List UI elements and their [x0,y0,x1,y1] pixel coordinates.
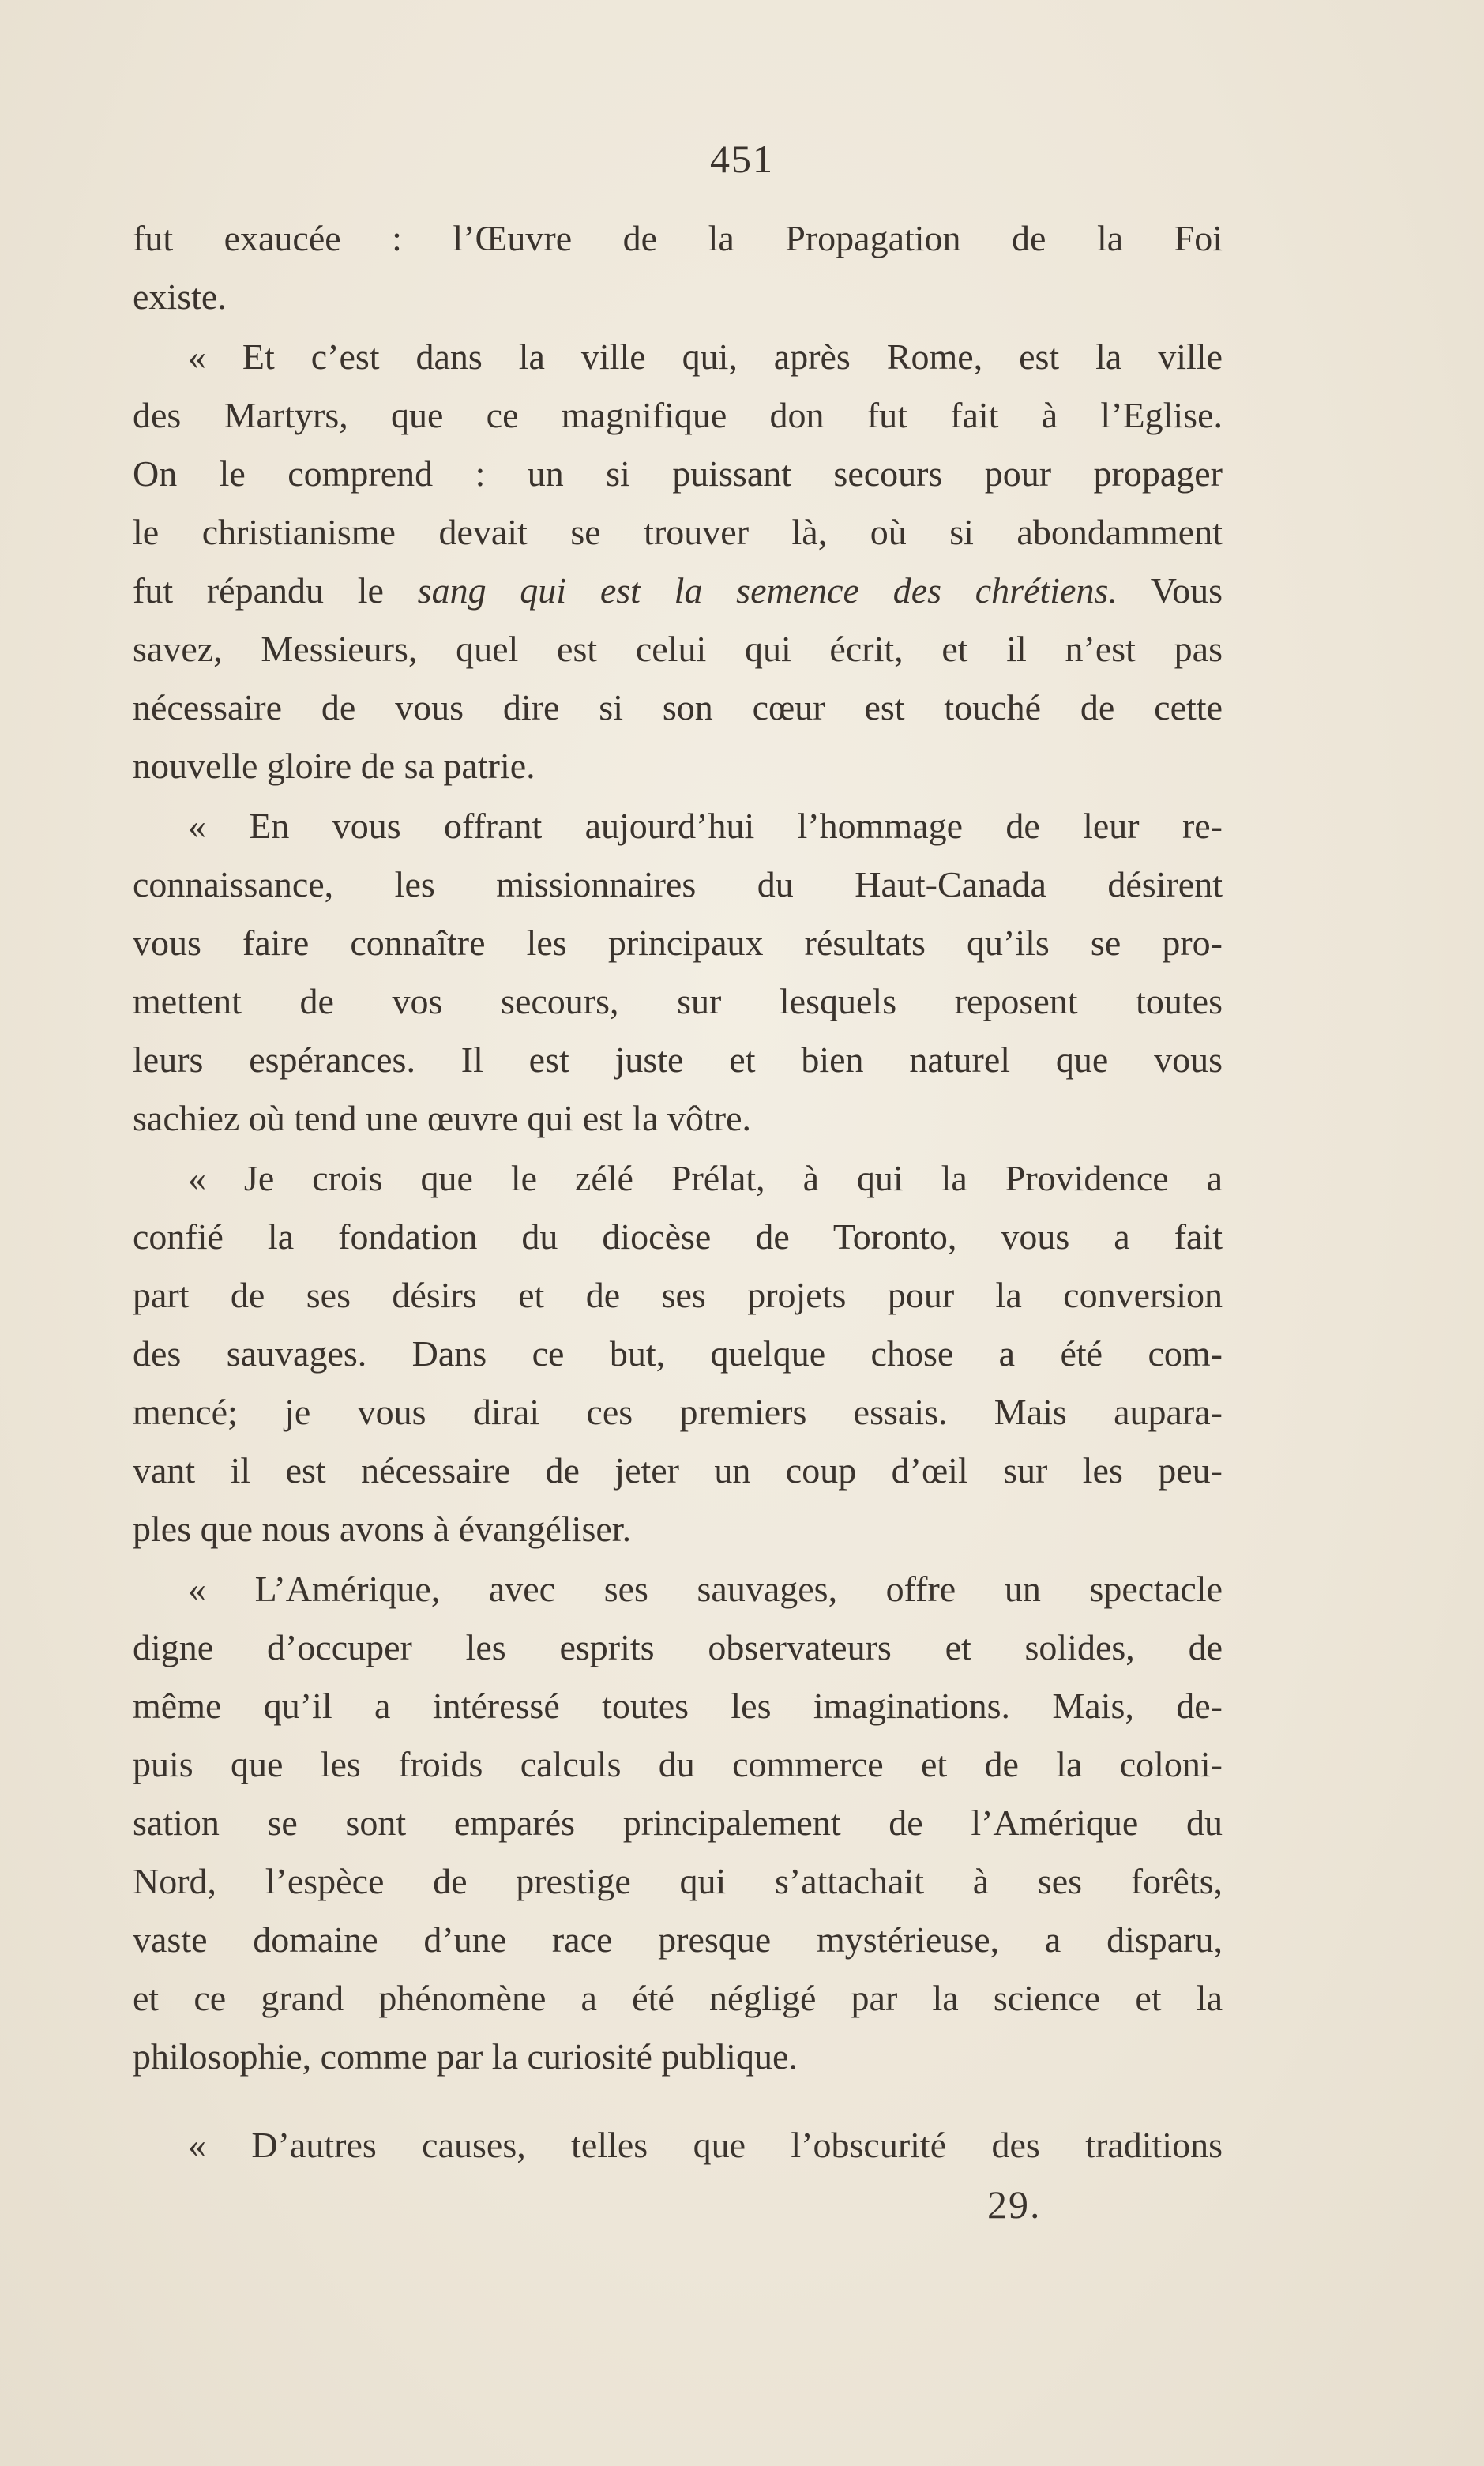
page-number: 451 [710,137,774,181]
text-line: sachiez où tend une œuvre qui est la vôtre. [133,1098,752,1138]
signature-mark: 29. [987,2182,1042,2227]
text-line: connaissance, les missionnaires du Haut-Canada désirent [133,864,1223,904]
text-line: « Je crois que le zélé Prélat, à qui la Providence a [188,1158,1223,1198]
text-line: vant il est nécessaire de jeter un coup d’œil sur les peu- [133,1450,1223,1491]
text-line: des sauvages. Dans ce but, quelque chose a été com- [133,1333,1223,1374]
text-line: et ce grand phénomène a été négligé par la science et la [133,1978,1223,2018]
text-line: « Et c’est dans la ville qui, après Rome, est la ville [188,336,1223,377]
text-line: existe. [133,276,227,317]
text-line: On le comprend : un si puissant secours pour propager [133,453,1223,494]
text-line: nécessaire de vous dire si son cœur est touché de cette [133,687,1223,727]
text-line: confié la fondation du diocèse de Toronto, vous a fait [133,1216,1223,1257]
text-line: vous faire connaître les principaux résultats qu’ils se pro- [133,923,1223,963]
text-line: part de ses désirs et de ses projets pour la conversion [133,1275,1223,1315]
text-line: le christianisme devait se trouver là, où si abondamment [133,512,1223,552]
text-segment: fut répandu le [133,570,418,611]
text-line: mettent de vos secours, sur lesquels reposent toutes [133,981,1223,1021]
italic-quote: sang qui est la semence des chrétiens. [417,570,1118,611]
text-line: vaste domaine d’une race presque mystérieuse, a disparu, [133,1919,1223,1960]
text-line: mencé; je vous dirai ces premiers essais. Mais aupara- [133,1392,1223,1432]
text-line: leurs espérances. Il est juste et bien naturel que vous [133,1039,1223,1080]
text-line: même qu’il a intéressé toutes les imaginations. Mais, de- [133,1686,1223,1726]
text-segment: Vous [1117,570,1223,611]
text-line: philosophie, comme par la curiosité publique. [133,2036,798,2077]
text-line-with-italic [133,562,1223,620]
text-line: ples que nous avons à évangéliser. [133,1509,632,1549]
text-line: puis que les froids calculs du commerce et de la coloni- [133,1744,1223,1784]
text-line: « L’Amérique, avec ses sauvages, offre un spectacle [188,1569,1223,1609]
text-line: des Martyrs, que ce magnifique don fut fait à l’Eglise. [133,395,1223,435]
text-line: sation se sont emparés principalement de l’Amérique du [133,1803,1223,1843]
text-line: savez, Messieurs, quel est celui qui écrit, et il n’est pas [133,629,1223,669]
text-line: « D’autres causes, telles que l’obscurité des traditions [188,2125,1223,2165]
text-line: fut exaucée : l’Œuvre de la Propagation de la Foi [133,218,1223,258]
text-line: « En vous offrant aujourd’hui l’hommage de leur re- [188,806,1223,846]
text-line: nouvelle gloire de sa patrie. [133,746,535,786]
text-line: Nord, l’espèce de prestige qui s’attachait à ses forêts, [133,1861,1223,1901]
text-line: digne d’occuper les esprits observateurs et solides, de [133,1627,1223,1667]
